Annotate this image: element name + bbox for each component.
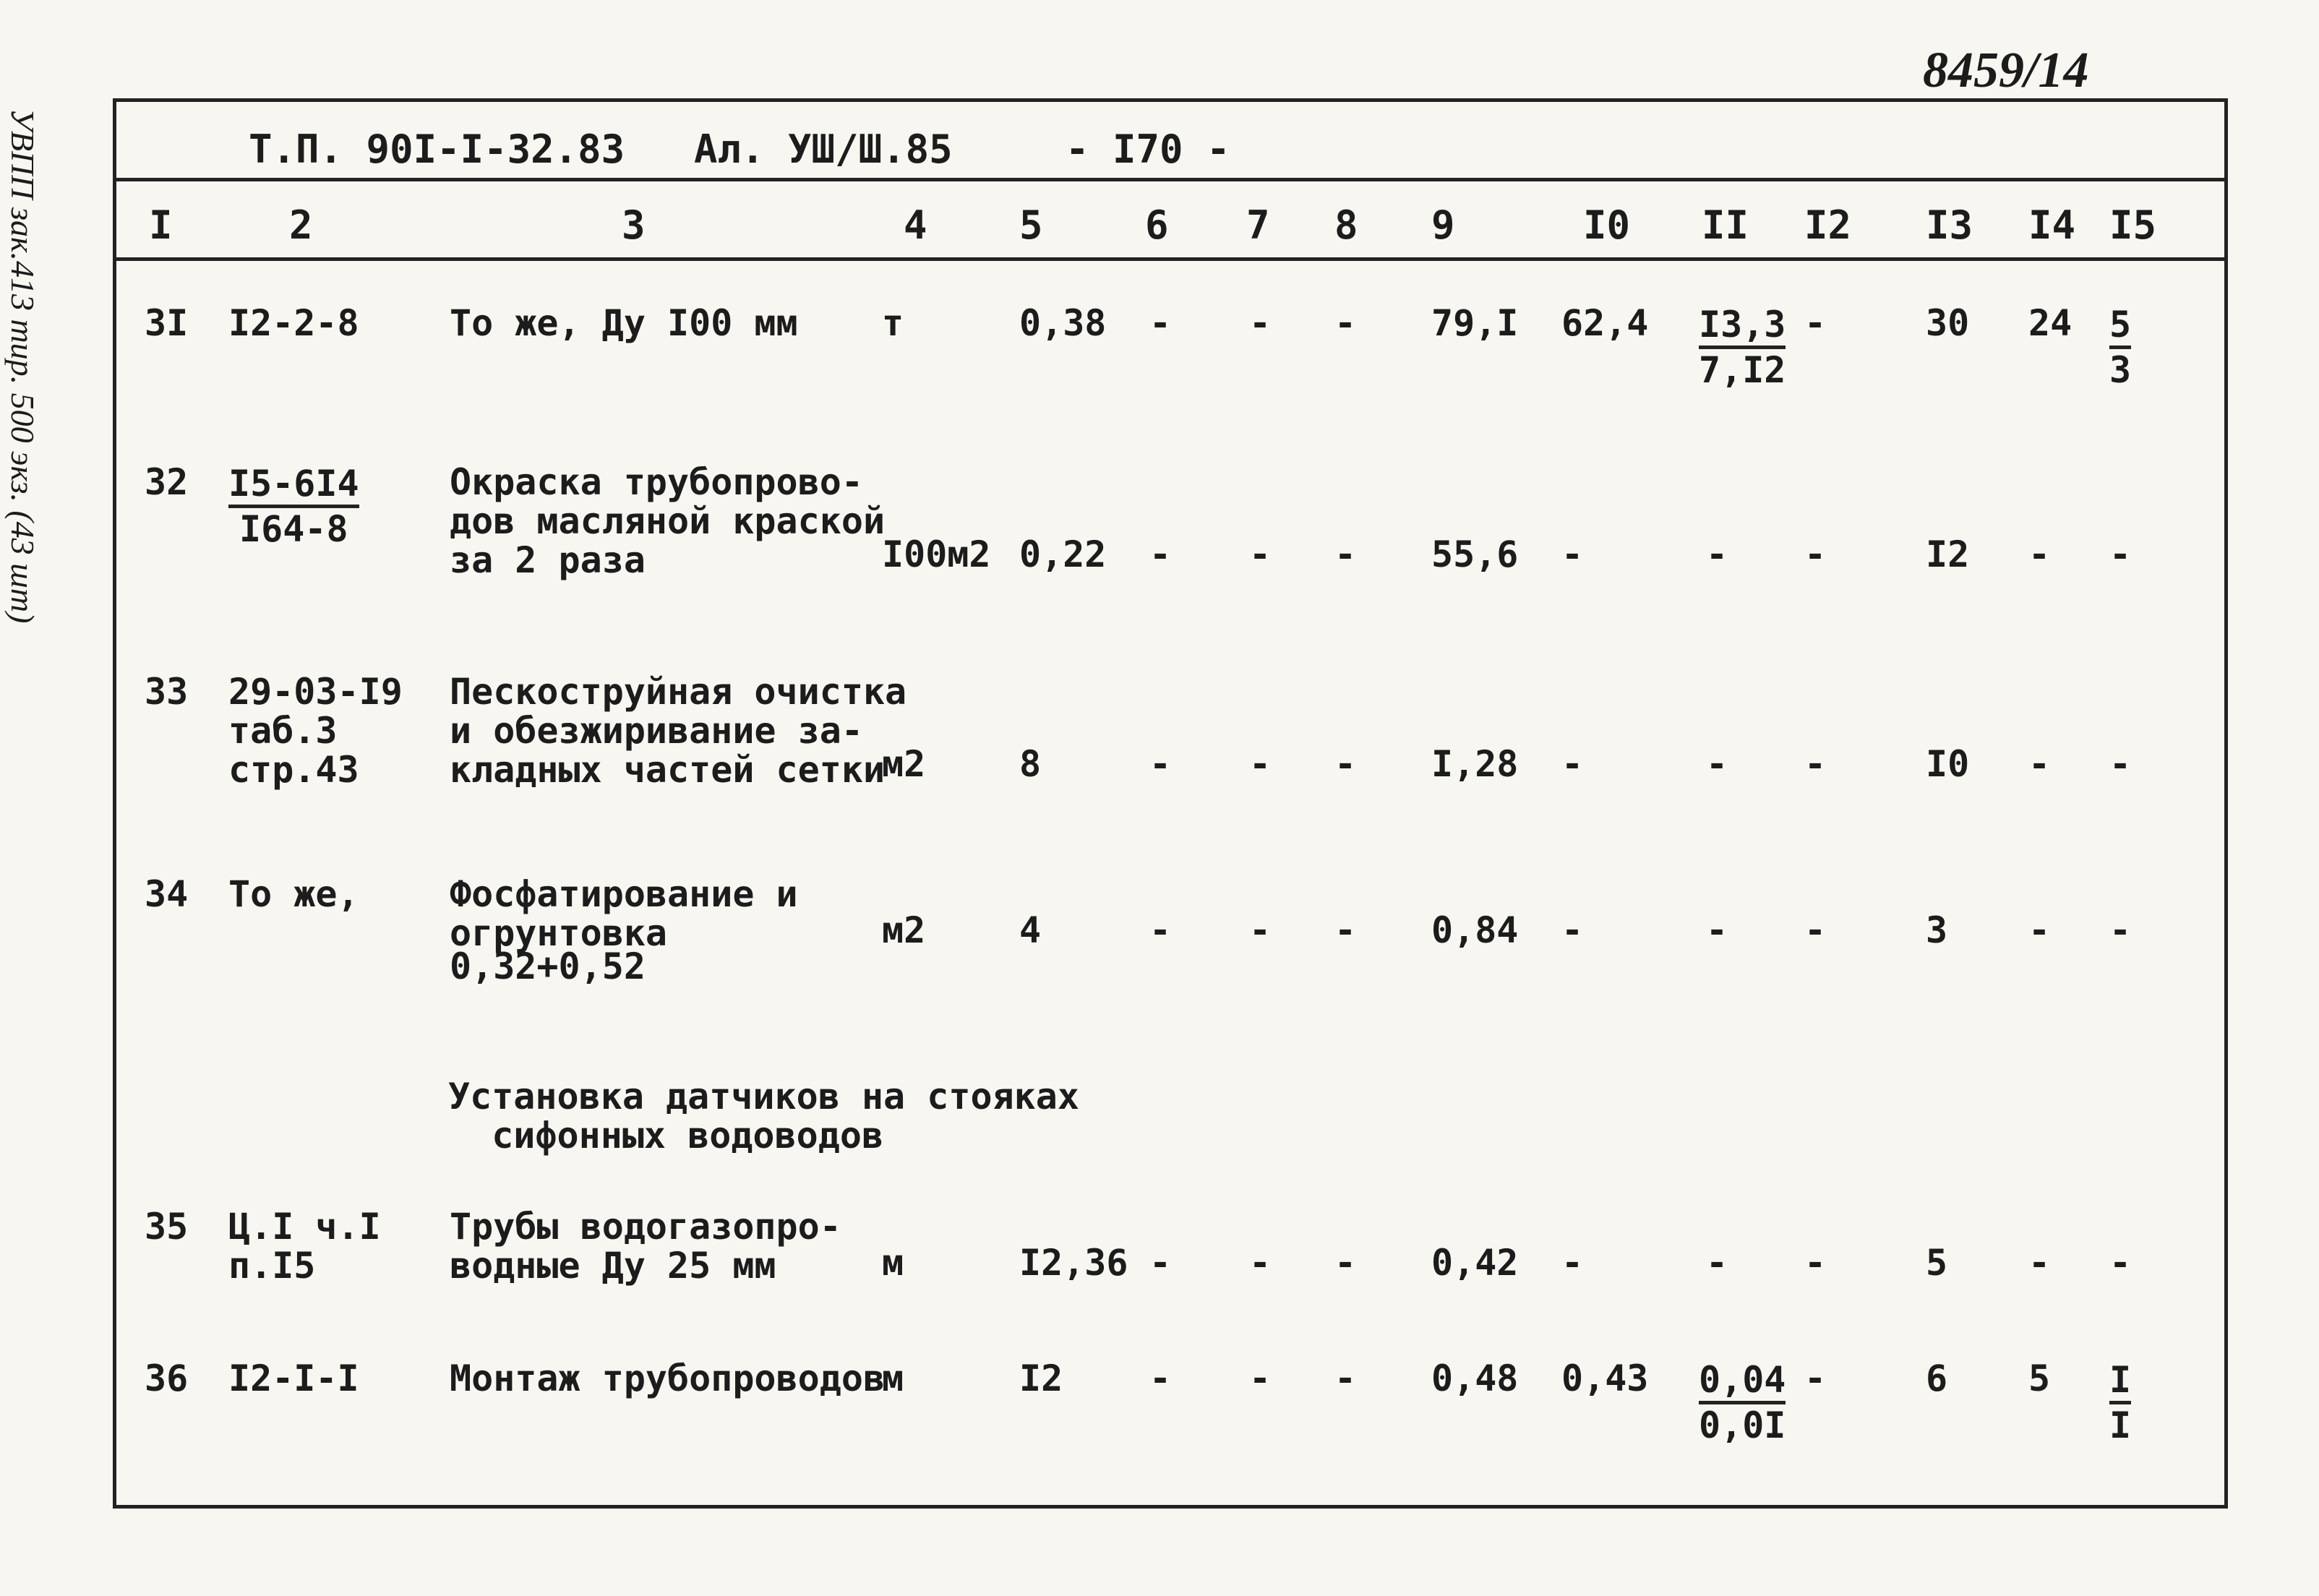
row-name: Трубы водогазопро- водные Ду 25 мм: [450, 1206, 841, 1287]
row-col9: I,28: [1431, 743, 1519, 785]
row-col13: I0: [1926, 743, 1970, 785]
row-unit: м2: [882, 743, 926, 785]
row-col7: -: [1249, 1357, 1272, 1399]
column-header-4: 4: [904, 202, 927, 248]
row-col15: -: [2109, 909, 2132, 951]
row-col10: -: [1561, 533, 1584, 575]
row-col6: -: [1149, 1242, 1172, 1284]
row-col8: -: [1334, 1357, 1357, 1399]
column-header-2: 2: [289, 202, 313, 248]
row-col13: 6: [1926, 1357, 1948, 1399]
column-header-8: 8: [1334, 202, 1358, 248]
row-col10: 62,4: [1561, 302, 1649, 344]
row-col12: -: [1804, 302, 1827, 344]
column-header-1: I: [149, 202, 173, 248]
row-col13: I2: [1926, 533, 1970, 575]
row-col10: -: [1561, 743, 1584, 785]
column-header-3: 3: [622, 202, 646, 248]
row-col13: 3: [1926, 909, 1948, 951]
row-unit: т: [882, 302, 904, 344]
row-code: То же,: [228, 873, 359, 915]
row-code: I2-2-8: [228, 302, 359, 344]
row-col14: 24: [2028, 302, 2072, 344]
row-col7: -: [1249, 743, 1272, 785]
row-number: 3I: [145, 302, 189, 344]
row-number: 35: [145, 1206, 189, 1248]
row-col6: -: [1149, 909, 1172, 951]
row-col12: -: [1804, 533, 1827, 575]
row-name: Фосфатирование и огрунтовка: [450, 873, 798, 954]
row-unit: I00м2: [882, 533, 991, 575]
archive-number: 8459/14: [1923, 43, 2089, 98]
row-col11: -: [1706, 1242, 1728, 1284]
row-col7: -: [1249, 302, 1272, 344]
row-qty: 0,22: [1019, 533, 1107, 575]
row-col13: 30: [1926, 302, 1970, 344]
row-col9: 0,84: [1431, 909, 1519, 951]
row-col14: -: [2028, 909, 2051, 951]
side-stamp-org: УВПП: [4, 108, 41, 200]
album-designation: Ал. УШ/Ш.85: [694, 126, 953, 172]
row-qty: 0,38: [1019, 302, 1107, 344]
side-stamp-copies: (43 шт): [4, 510, 41, 624]
row-col10: -: [1561, 1242, 1584, 1284]
row-col6: -: [1149, 533, 1172, 575]
column-header-14: I4: [2028, 202, 2076, 248]
row-col12: -: [1804, 1357, 1827, 1399]
row-col11: $\frac{0,04}{0,0I}$: [1699, 1359, 1786, 1446]
section-heading: Установка датчиков на стояках сифонных водоводов: [448, 1076, 1079, 1157]
row-col12: -: [1804, 909, 1827, 951]
row-col10: 0,43: [1561, 1357, 1649, 1399]
tp-designation: Т.П. 90I-I-32.83: [249, 126, 625, 172]
column-header-9: 9: [1431, 202, 1455, 248]
row-qty: I2,36: [1019, 1242, 1128, 1284]
row-col9: 0,48: [1431, 1357, 1519, 1399]
row-code: Ц.I ч.I п.I5: [228, 1206, 381, 1287]
row-col15: -: [2109, 533, 2132, 575]
row-qty: 8: [1019, 743, 1042, 785]
row-col15: $\frac{I}{I}$: [2109, 1359, 2132, 1446]
row-col6: -: [1149, 1357, 1172, 1399]
column-header-11: II: [1702, 202, 1749, 248]
row-code: 29-03-I9 таб.3 стр.43: [228, 671, 403, 791]
row-col8: -: [1334, 533, 1357, 575]
column-header-15: I5: [2109, 202, 2157, 248]
row-col8: -: [1334, 1242, 1357, 1284]
row-code: $\frac{I5-6I4}{I64-8}$: [228, 463, 359, 550]
row-col9: 0,42: [1431, 1242, 1519, 1284]
row-number: 33: [145, 671, 189, 713]
column-header-divider: [113, 257, 2228, 261]
row-col8: -: [1334, 302, 1357, 344]
row-col11: $\frac{I3,3}{7,I2}$: [1699, 304, 1786, 391]
row-qty: I2: [1019, 1357, 1063, 1399]
side-stamp: [4, 108, 42, 623]
row-col14: -: [2028, 1242, 2051, 1284]
row-formula: 0,32+0,52: [450, 945, 646, 987]
row-col15: -: [2109, 743, 2132, 785]
row-col7: -: [1249, 1242, 1272, 1284]
side-stamp-order: зак.413 тир. 500 экз.: [4, 207, 41, 502]
row-name: Пескоструйная очистка и обезжиривание за- кладных частей сетки: [450, 671, 907, 791]
row-col9: 79,I: [1431, 302, 1519, 344]
row-number: 32: [145, 461, 189, 503]
row-col7: -: [1249, 909, 1272, 951]
row-code: I2-I-I: [228, 1357, 359, 1399]
row-number: 34: [145, 873, 189, 915]
row-name: То же, Ду I00 мм: [450, 302, 798, 344]
row-col12: -: [1804, 1242, 1827, 1284]
row-col8: -: [1334, 909, 1357, 951]
row-unit: м: [882, 1357, 904, 1399]
column-header-10: I0: [1583, 202, 1631, 248]
row-unit: м2: [882, 909, 926, 951]
row-col8: -: [1334, 743, 1357, 785]
row-col9: 55,6: [1431, 533, 1519, 575]
row-col7: -: [1249, 533, 1272, 575]
row-unit: м: [882, 1242, 904, 1284]
row-col12: -: [1804, 743, 1827, 785]
row-col13: 5: [1926, 1242, 1948, 1284]
row-col15: -: [2109, 1242, 2132, 1284]
column-header-7: 7: [1246, 202, 1270, 248]
column-header-12: I2: [1804, 202, 1852, 248]
row-col14: -: [2028, 533, 2051, 575]
column-header-6: 6: [1145, 202, 1169, 248]
row-col15: $\frac{5}{3}$: [2109, 304, 2132, 391]
header-divider: [113, 178, 2228, 181]
row-col11: -: [1706, 743, 1728, 785]
column-header-5: 5: [1019, 202, 1043, 248]
row-col6: -: [1149, 743, 1172, 785]
row-col11: -: [1706, 909, 1728, 951]
row-qty: 4: [1019, 909, 1042, 951]
column-header-13: I3: [1926, 202, 1973, 248]
row-name: Монтаж трубопроводов: [450, 1357, 886, 1399]
row-col14: 5: [2028, 1357, 2051, 1399]
row-col10: -: [1561, 909, 1584, 951]
row-col11: -: [1706, 533, 1728, 575]
row-col14: -: [2028, 743, 2051, 785]
row-name: Окраска трубопрово- дов масляной краской за 2 раза: [450, 461, 886, 581]
row-number: 36: [145, 1357, 189, 1399]
row-col6: -: [1149, 302, 1172, 344]
page-number: - I70 -: [1066, 126, 1230, 172]
